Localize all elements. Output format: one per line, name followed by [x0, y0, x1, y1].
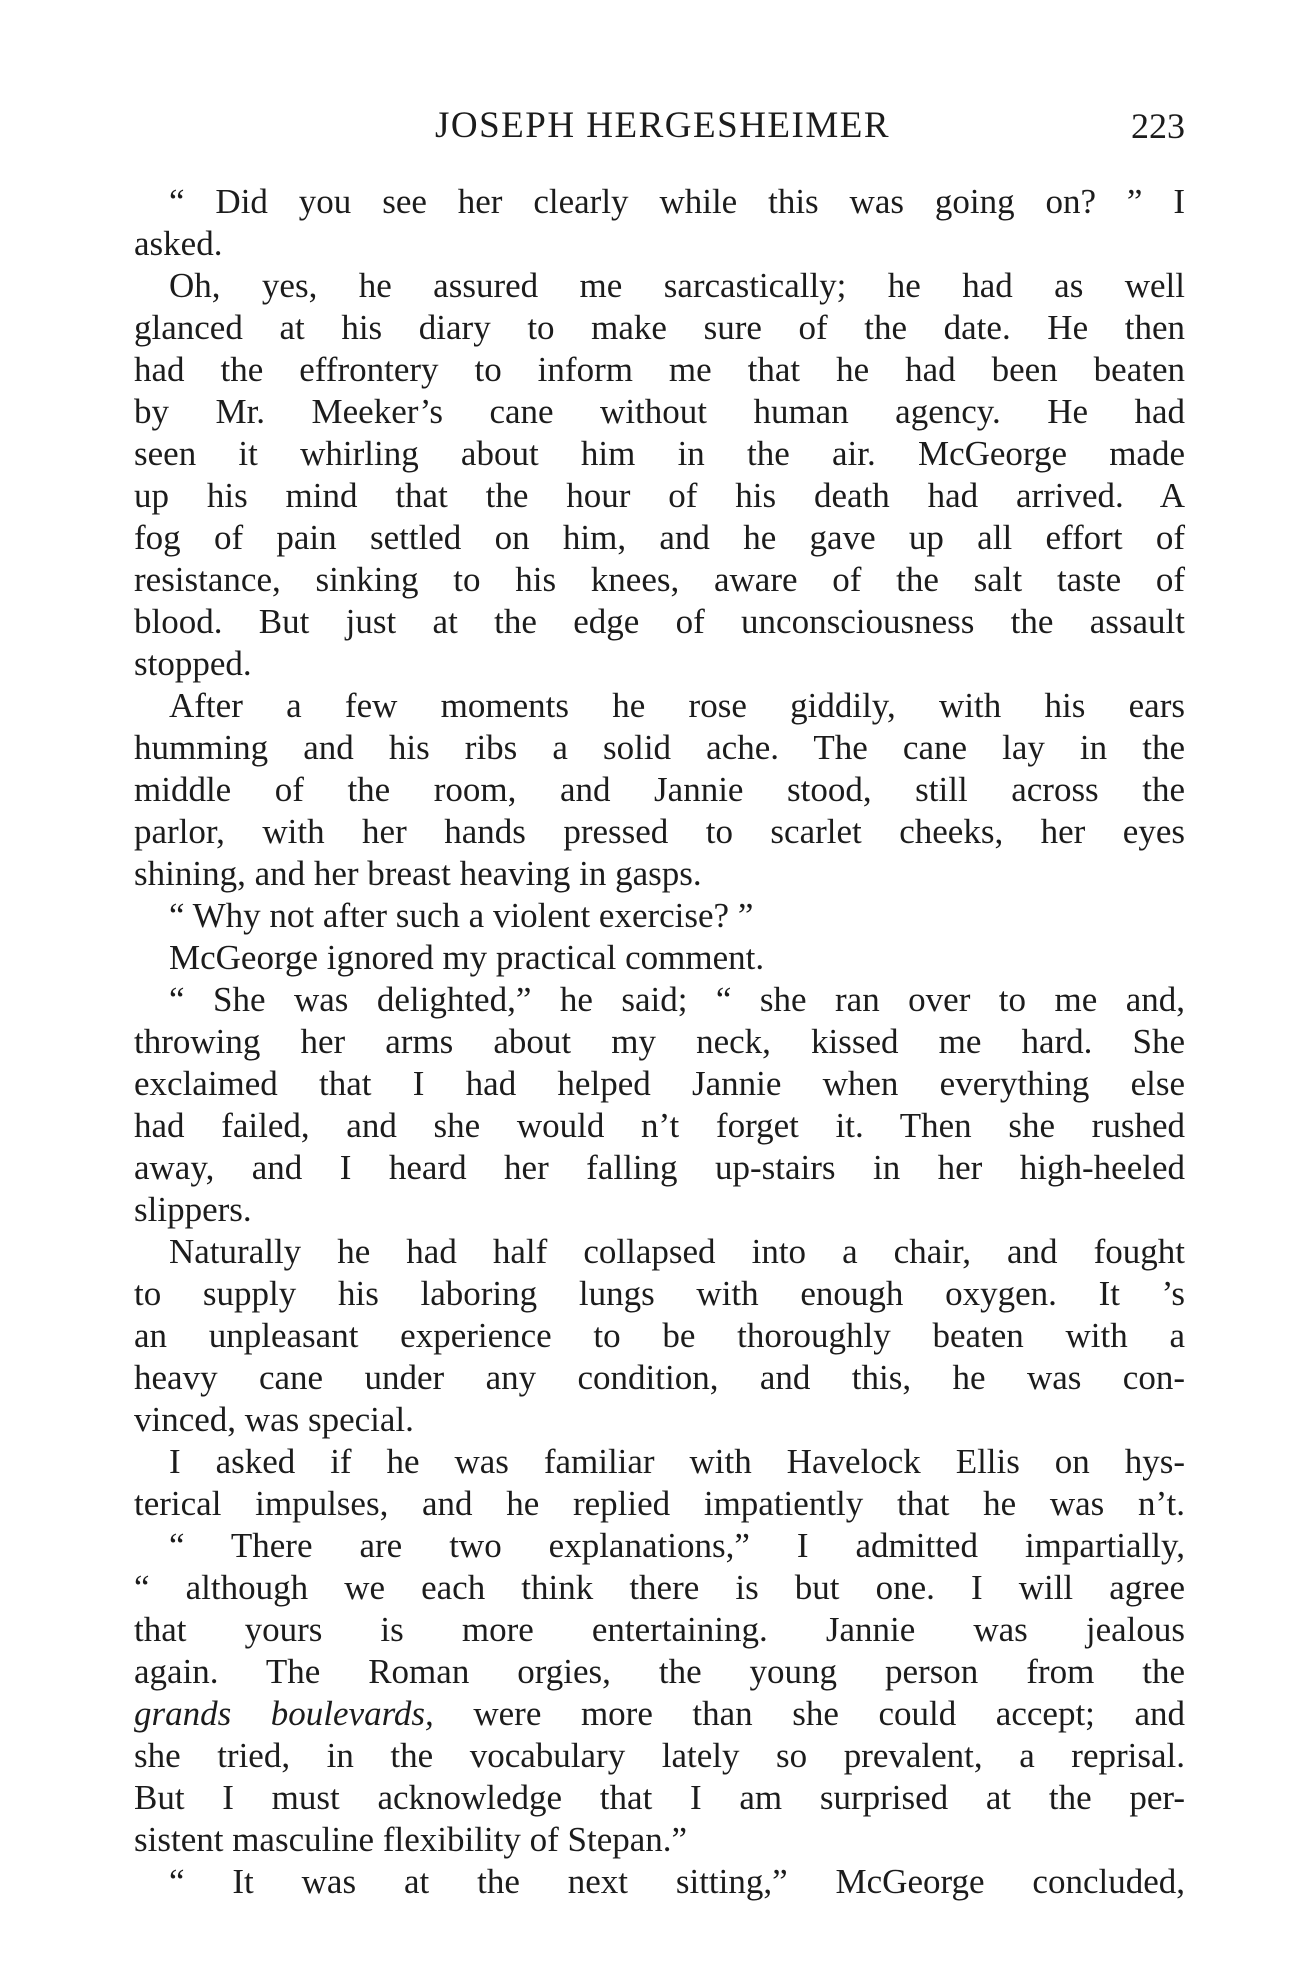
text-line: heavy cane under any condition, and this, he was con-: [134, 1358, 1185, 1397]
text-line: stopped.: [134, 644, 252, 683]
text-line: middle of the room, and Jannie stood, still across the: [134, 770, 1185, 809]
text-line: exclaimed that I had helped Jannie when everything else: [134, 1064, 1185, 1103]
text-line: up his mind that the hour of his death had arrived. A: [134, 476, 1185, 515]
line-remainder: were more than she could accept; and: [473, 1694, 1185, 1733]
text-line: terical impulses, and he replied impatiently that he was n’t.: [134, 1484, 1185, 1523]
text-line: parlor, with her hands pressed to scarlet cheeks, her eyes: [134, 812, 1185, 851]
text-line: But I must acknowledge that I am surprised at the per-: [134, 1778, 1185, 1817]
running-head-author: JOSEPH HERGESHEIMER: [434, 105, 891, 146]
text-line: to supply his laboring lungs with enough oxygen. It ’s: [134, 1274, 1185, 1313]
text-line: had failed, and she would n’t forget it. Then she rushed: [134, 1106, 1185, 1145]
text-line: had the effrontery to inform me that he had been beaten: [134, 350, 1185, 389]
text-line: slippers.: [134, 1190, 252, 1229]
text-line: McGeorge ignored my practical comment.: [169, 938, 765, 977]
page-number: 223: [1131, 106, 1185, 146]
text-line: I asked if he was familiar with Havelock Ellis on hys-: [169, 1442, 1185, 1481]
text-line: asked.: [134, 224, 223, 263]
text-line: she tried, in the vocabulary lately so prevalent, a reprisal.: [134, 1736, 1185, 1775]
text-line: seen it whirling about him in the air. McGeorge made: [134, 434, 1185, 473]
text-line: “ She was delighted,” he said; “ she ran over to me and,: [169, 980, 1185, 1019]
text-line: “ although we each think there is but one. I will agree: [134, 1568, 1185, 1607]
text-line: fog of pain settled on him, and he gave up all effort of: [134, 518, 1185, 557]
text-line: blood. But just at the edge of unconsciousness the assault: [134, 602, 1185, 641]
text-line: glanced at his diary to make sure of the date. He then: [134, 308, 1185, 347]
text-line: humming and his ribs a solid ache. The cane lay in the: [134, 728, 1185, 767]
text-line: After a few moments he rose giddily, with his ears: [169, 686, 1185, 725]
text-line: sistent masculine flexibility of Stepan.”: [134, 1820, 688, 1859]
text-line: by Mr. Meeker’s cane without human agency. He had: [134, 392, 1185, 431]
text-line-with-italic: [134, 1693, 1185, 1735]
text-line: vinced, was special.: [134, 1400, 414, 1439]
text-line: again. The Roman orgies, the young person from the: [134, 1652, 1185, 1691]
text-line: shining, and her breast heaving in gasps.: [134, 854, 702, 893]
text-line: Naturally he had half collapsed into a chair, and fought: [169, 1232, 1185, 1271]
italic-phrase: grands boulevards,: [134, 1694, 434, 1733]
text-line: “ There are two explanations,” I admitted impartially,: [169, 1526, 1185, 1565]
text-line: Oh, yes, he assured me sarcastically; he had as well: [169, 266, 1185, 305]
text-line: that yours is more entertaining. Jannie was jealous: [134, 1610, 1185, 1649]
text-line: “ It was at the next sitting,” McGeorge concluded,: [169, 1862, 1185, 1901]
page-header: [140, 96, 1185, 156]
text-line: throwing her arms about my neck, kissed me hard. She: [134, 1022, 1185, 1061]
text-line: away, and I heard her falling up-stairs in her high-heeled: [134, 1148, 1185, 1187]
text-line: “ Why not after such a violent exercise? ”: [169, 896, 754, 935]
text-line: an unpleasant experience to be thoroughly beaten with a: [134, 1316, 1185, 1355]
text-line: resistance, sinking to his knees, aware of the salt taste of: [134, 560, 1185, 599]
text-line: “ Did you see her clearly while this was going on? ” I: [169, 182, 1185, 221]
body-text: [134, 181, 1185, 1903]
